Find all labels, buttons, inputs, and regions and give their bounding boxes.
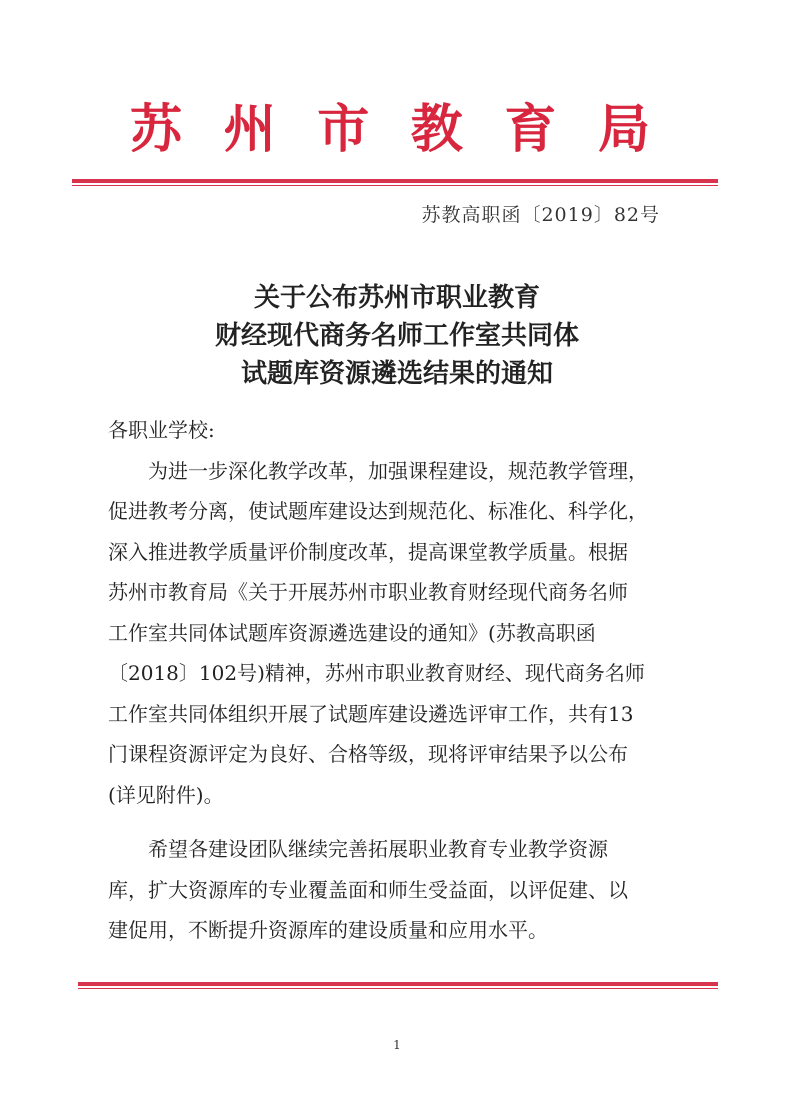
masthead-char: 市 xyxy=(317,99,370,160)
body-line: 工作室共同体组织开展了试题库建设遴选评审工作，共有13 xyxy=(108,701,634,726)
body-line: 希望各建设团队继续完善拓展职业教育专业教学资源 xyxy=(148,837,608,861)
document-number: 苏教高职函〔2019〕82号 xyxy=(421,204,660,226)
masthead-char: 苏 xyxy=(130,99,183,160)
title-line: 财经现代商务名师工作室共同体 xyxy=(214,321,579,351)
body-line: 建促用，不断提升资源库的建设质量和应用水平。 xyxy=(108,918,548,942)
salutation: 各职业学校: xyxy=(108,418,215,442)
body-line: 促进教考分离，使试题库建设达到规范化、标准化、科学化， xyxy=(108,499,648,523)
body-line: 〔2018〕102号)精神，苏州市职业教育财经、现代商务名师 xyxy=(108,661,645,685)
body-line: 苏州市教育局《关于开展苏州市职业教育财经现代商务名师 xyxy=(108,580,628,604)
masthead-char: 州 xyxy=(223,99,276,160)
body-line: 工作室共同体试题库资源遴选建设的通知》(苏教高职函 xyxy=(108,620,596,645)
page-number: 1 xyxy=(393,1038,401,1052)
header-divider xyxy=(72,179,718,183)
document-body xyxy=(108,410,708,951)
title-line: 关于公布苏州市职业教育 xyxy=(253,283,540,313)
body-line: 深入推进教学质量评价制度改革，提高课堂教学质量。根据 xyxy=(108,539,628,564)
masthead xyxy=(130,95,650,165)
body-line: 门课程资源评定为良好、合格等级，现将评审结果予以公布 xyxy=(108,742,628,766)
masthead-char: 教 xyxy=(410,99,463,160)
title-line: 试题库资源遴选结果的通知 xyxy=(240,359,553,389)
body-line: 库，扩大资源库的专业覆盖面和师生受益面，以评促建、以 xyxy=(108,877,628,902)
masthead-char: 局 xyxy=(597,99,650,160)
masthead-char: 育 xyxy=(504,99,557,160)
body-line: (详见附件)。 xyxy=(108,782,224,807)
body-line: 为进一步深化教学改革，加强课程建设，规范教学管理， xyxy=(148,458,648,483)
footer-divider xyxy=(78,982,718,986)
document-title xyxy=(0,279,794,393)
